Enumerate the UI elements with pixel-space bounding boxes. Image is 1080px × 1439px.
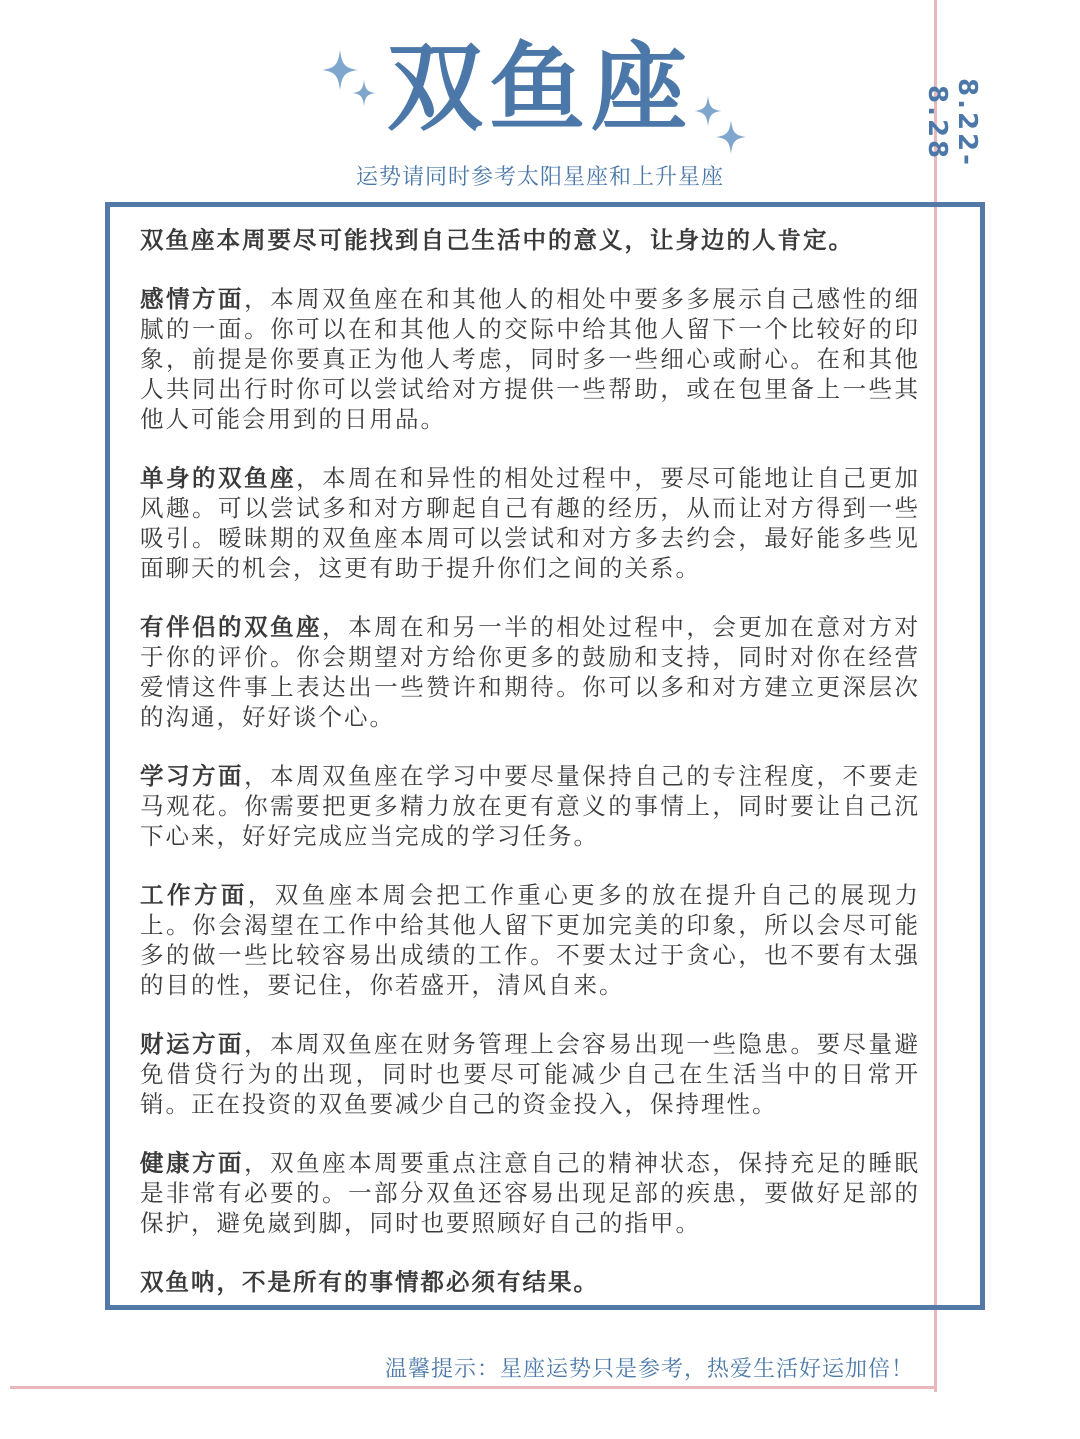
section-single bbox=[140, 463, 920, 583]
intro-paragraph: 双鱼座本周要尽可能找到自己生活中的意义，让身边的人肯定。 bbox=[140, 226, 854, 254]
section-wealth bbox=[140, 1029, 920, 1119]
section-heading: 感情方面 bbox=[140, 285, 245, 313]
section-text: ，本周双鱼座在学习中要尽量保持自己的专注程度，不要走马观花。你需要把更多精力放在更有意义的事情上，同时要让自己沉下心来，好好完成应当完成的学习任务。 bbox=[140, 762, 921, 850]
footer-tip: 温馨提示：星座运势只是参考，热爱生活好运加倍！ bbox=[384, 1357, 914, 1382]
section-text: ，本周双鱼座在财务管理上会容易出现一些隐患。要尽量避免借贷行为的出现，同时也要尽可能减少自己在生活当中的日常开销。正在投资的双鱼要减少自己的资金投入，保持理性。 bbox=[140, 1030, 921, 1118]
section-text: ，双鱼座本周会把工作重心更多的放在提升自己的展现力上。你会渴望在工作中给其他人留下更加完美的印象，所以会尽可能多的做一些比较容易出成绩的工作。不要太过于贪心，也不要有太强的目的性，要记住，你若盛开，清风自来。 bbox=[140, 881, 921, 999]
section-text: ，本周在和另一半的相处过程中，会更加在意对方对于你的评价。你会期望对方给你更多的鼓励和支持，同时对你在经营爱情这件事上表达出一些赞许和期待。你可以多和对方建立更深层次的沟通，好好谈个心。 bbox=[140, 613, 921, 731]
decorative-horizontal-line bbox=[10, 1386, 937, 1389]
section-heading: 有伴侣的双鱼座 bbox=[140, 613, 323, 641]
section-text: ，本周双鱼座在和其他人的相处中要多多展示自己感性的细腻的一面。你可以在和其他人的交际中给其他人留下一个比较好的印象，前提是你要真正为他人考虑，同时多一些细心或耐心。在和其他人共同出行时你可以尝试给对方提供一些帮助，或在包里备上一些其他人可能会用到的日用品。 bbox=[140, 285, 921, 433]
content-frame bbox=[105, 202, 985, 1310]
section-heading: 单身的双鱼座 bbox=[140, 464, 297, 492]
date-range: 8.22-8.28 bbox=[922, 78, 982, 168]
section-heading: 健康方面 bbox=[140, 1149, 245, 1177]
section-study bbox=[140, 761, 920, 851]
section-heading: 学习方面 bbox=[140, 762, 245, 790]
section-heading: 财运方面 bbox=[140, 1030, 245, 1058]
section-heading: 工作方面 bbox=[140, 881, 248, 909]
section-partnered bbox=[140, 612, 920, 732]
page-subtitle: 运势请同时参考太阳星座和上升星座 bbox=[355, 165, 724, 190]
section-love bbox=[140, 284, 920, 434]
section-work bbox=[140, 880, 920, 1000]
section-text: ，本周在和异性的相处过程中，要尽可能地让自己更加风趣。可以尝试多和对方聊起自己有趣的经历，从而让对方得到一些吸引。暧昧期的双鱼座本周可以尝试和对方多去约会，最好能多些见面聊天的机会，这更有助于提升你们之间的关系。 bbox=[140, 464, 921, 582]
section-text: ，双鱼座本周要重点注意自己的精神状态，保持充足的睡眠是非常有必要的。一部分双鱼还容易出现足部的疾患，要做好足部的保护，避免崴到脚，同时也要照顾好自己的指甲。 bbox=[140, 1149, 921, 1237]
content-body bbox=[140, 225, 920, 1326]
page-title: 双鱼座 bbox=[387, 32, 693, 144]
closing-paragraph: 双鱼呐，不是所有的事情都必须有结果。 bbox=[140, 1268, 599, 1296]
section-health bbox=[140, 1148, 920, 1238]
